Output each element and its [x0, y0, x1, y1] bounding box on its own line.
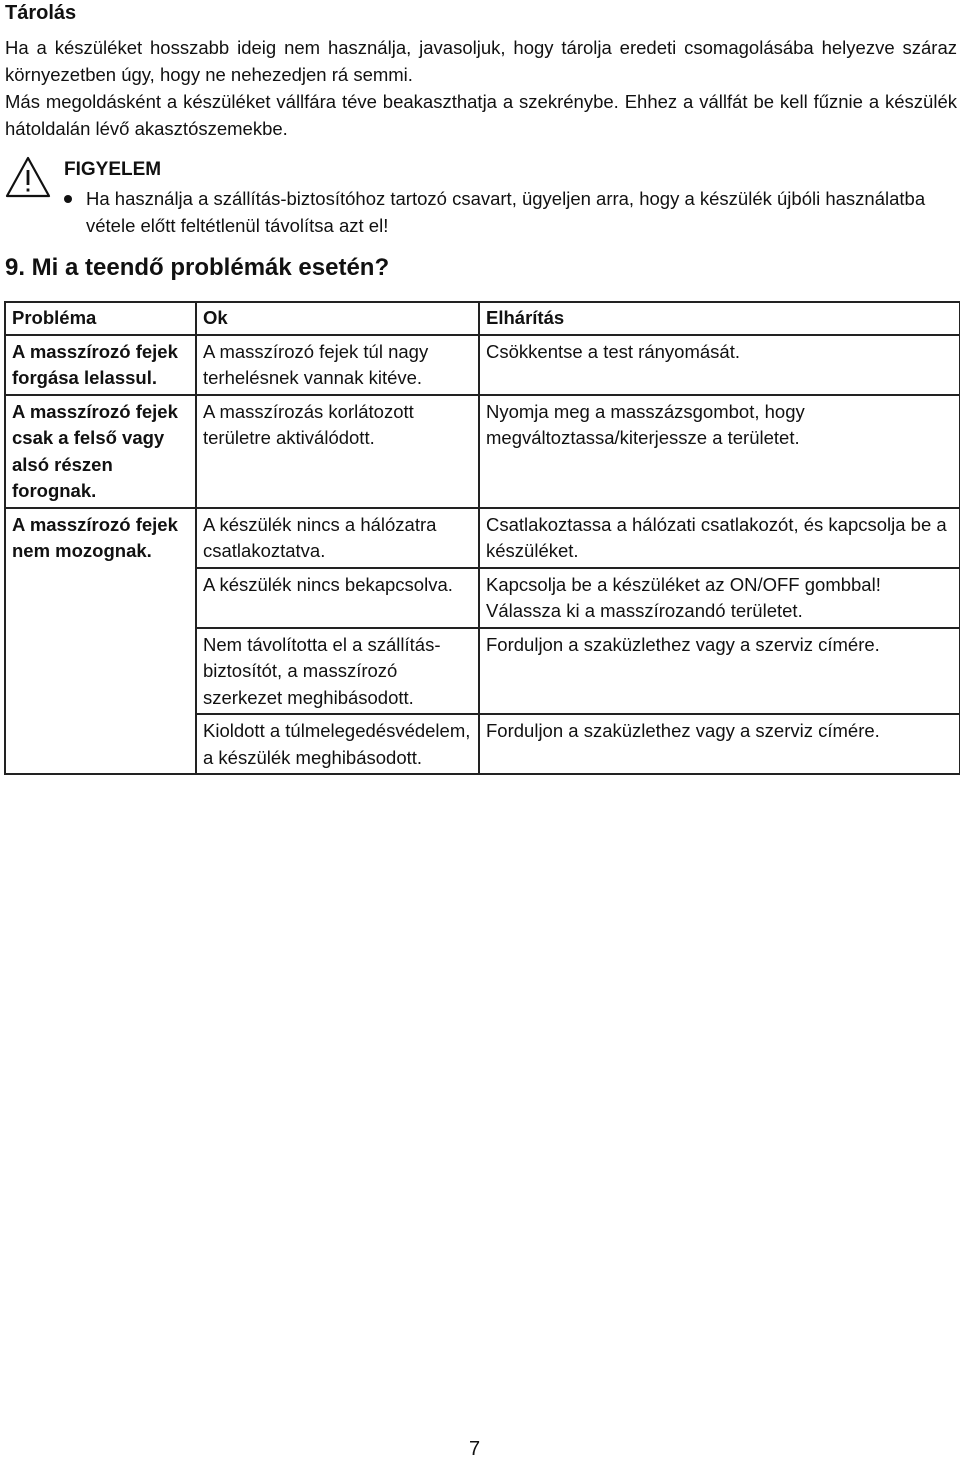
bullet-icon	[64, 195, 72, 203]
remedy-cell: Forduljon a szaküzlethez vagy a szerviz címére.	[479, 628, 960, 715]
warning-box	[4, 155, 960, 245]
column-header-remedy: Elhárítás	[479, 302, 960, 335]
table-row	[5, 335, 960, 395]
table-header-row	[5, 302, 960, 335]
cause-cell: Nem távolította el a szállítás-biztosítót, a masszírozó szerkezet meghibásodott.	[196, 628, 479, 715]
remedy-cell: Forduljon a szaküzlethez vagy a szerviz címére.	[479, 714, 960, 774]
warning-item	[64, 185, 956, 239]
cause-cell: A készülék nincs a hálózatra csatlakoztatva.	[196, 508, 479, 568]
cause-cell: A masszírozó fejek túl nagy terhelésnek vannak kitéve.	[196, 335, 479, 395]
page-number: 7	[469, 1438, 481, 1460]
table-row	[5, 508, 960, 568]
warning-item-text: Ha használja a szállítás-biztosítóhoz tartozó csavart, ügyeljen arra, hogy a készülék újbóli használatba vétele előtt feltétlenül távolítsa azt el!	[86, 188, 926, 236]
warning-triangle-icon	[4, 155, 52, 199]
warning-list	[64, 185, 956, 239]
problem-cell: A masszírozó fejek nem mozognak.	[5, 508, 196, 775]
problem-cell: A masszírozó fejek forgása lelassul.	[5, 335, 196, 395]
storage-paragraph: Más megoldásként a készüléket vállfára téve beakaszthatja a szekrénybe. Ehhez a vállfát be kell fűznie a készülék hátoldalán lévő akasztószemekbe.	[5, 91, 957, 139]
problem-cell: A masszírozó fejek csak a felső vagy alsó részen forognak.	[5, 395, 196, 508]
remedy-cell: Nyomja meg a masszázsgombot, hogy megváltoztassa/kiterjessze a területet.	[479, 395, 960, 508]
column-header-cause: Ok	[196, 302, 479, 335]
storage-paragraph: Ha a készüléket hosszabb ideig nem használja, javasoljuk, hogy tárolja eredeti csomagolásába helyezve száraz környezetben úgy, hogy ne nehezedjen rá semmi.	[5, 37, 957, 85]
remedy-cell: Csökkentse a test rányomását.	[479, 335, 960, 395]
cause-cell: Kioldott a túlmelegedésvédelem, a készülék meghibásodott.	[196, 714, 479, 774]
remedy-cell: Kapcsolja be a készüléket az ON/OFF gombbal! Válassza ki a masszírozandó területet.	[479, 568, 960, 628]
cause-cell: A masszírozás korlátozott területre aktiválódott.	[196, 395, 479, 508]
storage-body	[5, 34, 957, 142]
cause-cell: A készülék nincs bekapcsolva.	[196, 568, 479, 628]
table-row	[5, 395, 960, 508]
troubleshooting-table	[4, 301, 960, 775]
warning-title: FIGYELEM	[64, 159, 162, 180]
section-title: 9. Mi a teendő problémák esetén?	[5, 254, 390, 281]
column-header-problem: Probléma	[5, 302, 196, 335]
storage-heading: Tárolás	[5, 2, 77, 24]
remedy-cell: Csatlakoztassa a hálózati csatlakozót, és kapcsolja be a készüléket.	[479, 508, 960, 568]
